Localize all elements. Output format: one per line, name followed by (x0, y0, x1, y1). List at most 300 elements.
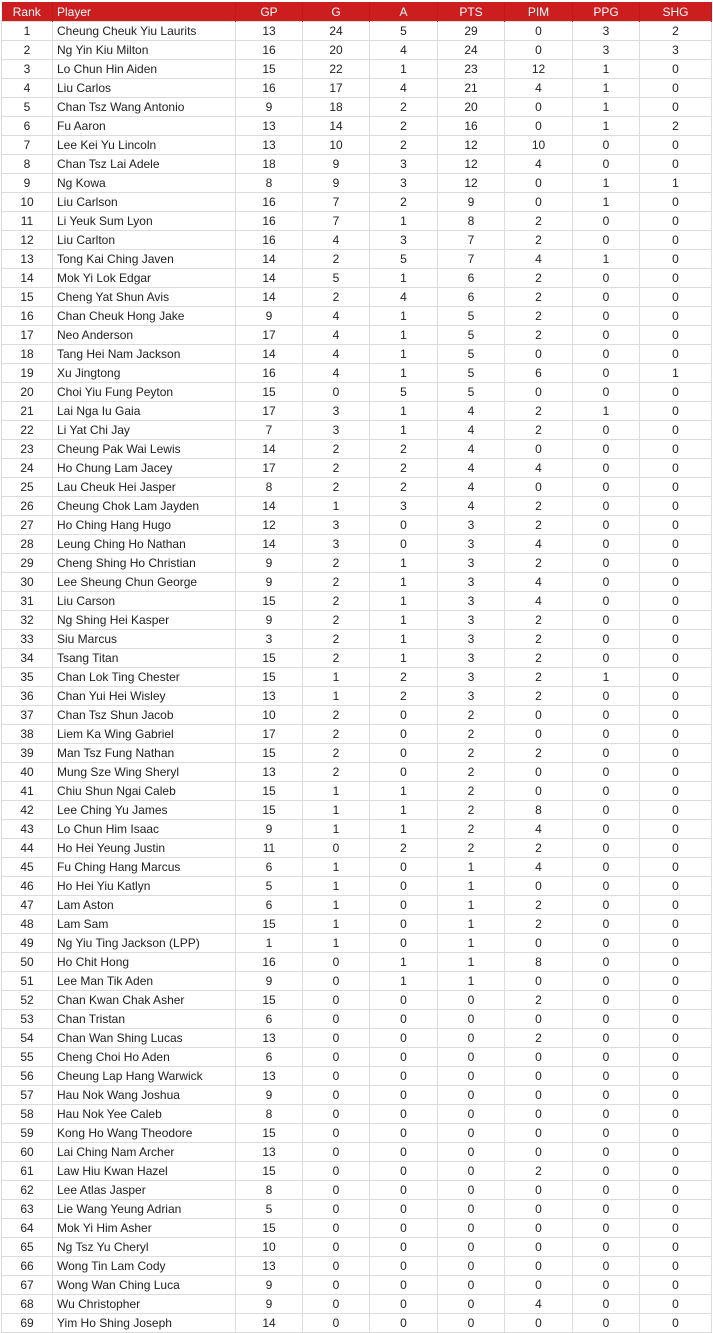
player-cell: Liem Ka Wing Gabriel (53, 725, 236, 744)
a-cell: 0 (370, 934, 438, 953)
gp-cell: 9 (236, 1276, 303, 1295)
rank-cell: 40 (2, 763, 53, 782)
rank-cell: 8 (2, 155, 53, 174)
g-cell: 2 (303, 250, 370, 269)
a-cell: 0 (370, 1029, 438, 1048)
ppg-cell: 0 (573, 345, 640, 364)
gp-cell: 13 (236, 763, 303, 782)
column-header-a[interactable]: A (370, 2, 438, 22)
shg-cell: 0 (640, 1314, 712, 1333)
pts-cell: 1 (438, 896, 505, 915)
ppg-cell: 0 (573, 1295, 640, 1314)
player-cell: Ho Chung Lam Jacey (53, 459, 236, 478)
table-row (2, 1295, 712, 1314)
player-cell: Lau Cheuk Hei Jasper (53, 478, 236, 497)
ppg-cell: 0 (573, 1219, 640, 1238)
rank-cell: 53 (2, 1010, 53, 1029)
pim-cell: 0 (505, 1067, 573, 1086)
shg-cell: 0 (640, 1219, 712, 1238)
g-cell: 0 (303, 991, 370, 1010)
rank-cell: 24 (2, 459, 53, 478)
gp-cell: 15 (236, 915, 303, 934)
gp-cell: 13 (236, 1143, 303, 1162)
rank-cell: 37 (2, 706, 53, 725)
a-cell: 0 (370, 1295, 438, 1314)
gp-cell: 14 (236, 440, 303, 459)
pts-cell: 2 (438, 801, 505, 820)
rank-cell: 18 (2, 345, 53, 364)
g-cell: 1 (303, 877, 370, 896)
pim-cell: 0 (505, 1219, 573, 1238)
column-header-rank[interactable]: Rank (2, 2, 53, 22)
rank-cell: 60 (2, 1143, 53, 1162)
table-row (2, 402, 712, 421)
table-row (2, 1105, 712, 1124)
shg-cell: 0 (640, 1086, 712, 1105)
shg-cell: 1 (640, 364, 712, 383)
a-cell: 0 (370, 744, 438, 763)
player-cell: Ng Tsz Yu Cheryl (53, 1238, 236, 1257)
a-cell: 0 (370, 1048, 438, 1067)
g-cell: 0 (303, 1143, 370, 1162)
column-header-gp[interactable]: GP (236, 2, 303, 22)
player-cell: Tang Hei Nam Jackson (53, 345, 236, 364)
pim-cell: 4 (505, 459, 573, 478)
a-cell: 0 (370, 535, 438, 554)
ppg-cell: 1 (573, 79, 640, 98)
g-cell: 3 (303, 516, 370, 535)
gp-cell: 14 (236, 535, 303, 554)
shg-cell: 0 (640, 155, 712, 174)
pts-cell: 7 (438, 231, 505, 250)
pts-cell: 0 (438, 1067, 505, 1086)
player-cell: Kong Ho Wang Theodore (53, 1124, 236, 1143)
ppg-cell: 0 (573, 1200, 640, 1219)
g-cell: 2 (303, 573, 370, 592)
rank-cell: 50 (2, 953, 53, 972)
gp-cell: 11 (236, 839, 303, 858)
shg-cell: 0 (640, 345, 712, 364)
pts-cell: 0 (438, 1086, 505, 1105)
a-cell: 1 (370, 60, 438, 79)
pim-cell: 0 (505, 345, 573, 364)
ppg-cell: 0 (573, 1181, 640, 1200)
player-cell: Choi Yiu Fung Peyton (53, 383, 236, 402)
table-row (2, 1029, 712, 1048)
rank-cell: 33 (2, 630, 53, 649)
column-header-ppg[interactable]: PPG (573, 2, 640, 22)
shg-cell: 0 (640, 573, 712, 592)
table-row (2, 516, 712, 535)
shg-cell: 0 (640, 1162, 712, 1181)
rank-cell: 9 (2, 174, 53, 193)
a-cell: 0 (370, 1257, 438, 1276)
shg-cell: 0 (640, 98, 712, 117)
player-cell: Fu Aaron (53, 117, 236, 136)
pim-cell: 0 (505, 782, 573, 801)
shg-cell: 0 (640, 801, 712, 820)
pts-cell: 2 (438, 782, 505, 801)
shg-cell: 0 (640, 725, 712, 744)
pim-cell: 2 (505, 326, 573, 345)
a-cell: 1 (370, 820, 438, 839)
g-cell: 2 (303, 725, 370, 744)
ppg-cell: 0 (573, 896, 640, 915)
shg-cell: 0 (640, 554, 712, 573)
shg-cell: 0 (640, 1143, 712, 1162)
rank-cell: 59 (2, 1124, 53, 1143)
g-cell: 2 (303, 649, 370, 668)
player-cell: Ng Yin Kiu Milton (53, 41, 236, 60)
pts-cell: 5 (438, 326, 505, 345)
pts-cell: 4 (438, 402, 505, 421)
pts-cell: 0 (438, 991, 505, 1010)
player-cell: Yim Ho Shing Joseph (53, 1314, 236, 1333)
shg-cell: 0 (640, 1276, 712, 1295)
gp-cell: 15 (236, 1219, 303, 1238)
gp-cell: 8 (236, 1181, 303, 1200)
a-cell: 0 (370, 1010, 438, 1029)
pim-cell: 0 (505, 41, 573, 60)
pts-cell: 0 (438, 1010, 505, 1029)
table-row (2, 782, 712, 801)
a-cell: 1 (370, 592, 438, 611)
pim-cell: 2 (505, 896, 573, 915)
gp-cell: 15 (236, 801, 303, 820)
rank-cell: 5 (2, 98, 53, 117)
shg-cell: 0 (640, 877, 712, 896)
pim-cell: 4 (505, 820, 573, 839)
a-cell: 3 (370, 155, 438, 174)
pts-cell: 3 (438, 668, 505, 687)
gp-cell: 8 (236, 1105, 303, 1124)
pim-cell: 10 (505, 136, 573, 155)
ppg-cell: 0 (573, 136, 640, 155)
table-row (2, 744, 712, 763)
g-cell: 1 (303, 858, 370, 877)
pts-cell: 29 (438, 22, 505, 41)
pts-cell: 3 (438, 535, 505, 554)
g-cell: 0 (303, 1238, 370, 1257)
a-cell: 1 (370, 972, 438, 991)
pts-cell: 1 (438, 972, 505, 991)
shg-cell: 2 (640, 117, 712, 136)
a-cell: 1 (370, 269, 438, 288)
table-row (2, 79, 712, 98)
player-cell: Lee Kei Yu Lincoln (53, 136, 236, 155)
player-cell: Wong Tin Lam Cody (53, 1257, 236, 1276)
gp-cell: 15 (236, 592, 303, 611)
player-cell: Chan Tsz Shun Jacob (53, 706, 236, 725)
ppg-cell: 1 (573, 402, 640, 421)
ppg-cell: 1 (573, 250, 640, 269)
table-row (2, 98, 712, 117)
g-cell: 2 (303, 478, 370, 497)
player-cell: Lo Chun Him Isaac (53, 820, 236, 839)
table-row (2, 231, 712, 250)
column-header-player[interactable]: Player (53, 2, 236, 22)
gp-cell: 13 (236, 1067, 303, 1086)
a-cell: 1 (370, 649, 438, 668)
pim-cell: 0 (505, 1181, 573, 1200)
gp-cell: 15 (236, 383, 303, 402)
g-cell: 0 (303, 1181, 370, 1200)
player-cell: Chan Tsz Wang Antonio (53, 98, 236, 117)
gp-cell: 13 (236, 22, 303, 41)
shg-cell: 0 (640, 839, 712, 858)
player-cell: Cheng Shing Ho Christian (53, 554, 236, 573)
player-cell: Cheng Choi Ho Aden (53, 1048, 236, 1067)
table-row (2, 1143, 712, 1162)
player-cell: Lam Sam (53, 915, 236, 934)
a-cell: 5 (370, 383, 438, 402)
g-cell: 0 (303, 1124, 370, 1143)
g-cell: 1 (303, 668, 370, 687)
a-cell: 0 (370, 1124, 438, 1143)
rank-cell: 12 (2, 231, 53, 250)
rank-cell: 52 (2, 991, 53, 1010)
table-row (2, 1257, 712, 1276)
ppg-cell: 0 (573, 630, 640, 649)
shg-cell: 1 (640, 174, 712, 193)
g-cell: 2 (303, 459, 370, 478)
pts-cell: 4 (438, 497, 505, 516)
shg-cell: 0 (640, 288, 712, 307)
rank-cell: 7 (2, 136, 53, 155)
a-cell: 5 (370, 22, 438, 41)
ppg-cell: 0 (573, 649, 640, 668)
ppg-cell: 0 (573, 972, 640, 991)
table-row (2, 1200, 712, 1219)
table-row (2, 1276, 712, 1295)
g-cell: 7 (303, 212, 370, 231)
pts-cell: 0 (438, 1200, 505, 1219)
pim-cell: 4 (505, 535, 573, 554)
g-cell: 0 (303, 1029, 370, 1048)
gp-cell: 3 (236, 630, 303, 649)
player-cell: Lee Man Tik Aden (53, 972, 236, 991)
gp-cell: 9 (236, 972, 303, 991)
player-cell: Chan Cheuk Hong Jake (53, 307, 236, 326)
g-cell: 0 (303, 1086, 370, 1105)
player-cell: Lee Atlas Jasper (53, 1181, 236, 1200)
pts-cell: 0 (438, 1105, 505, 1124)
g-cell: 22 (303, 60, 370, 79)
table-row (2, 1219, 712, 1238)
pim-cell: 0 (505, 1010, 573, 1029)
g-cell: 1 (303, 915, 370, 934)
ppg-cell: 0 (573, 1105, 640, 1124)
table-row (2, 991, 712, 1010)
pim-cell: 2 (505, 991, 573, 1010)
player-cell: Lee Sheung Chun George (53, 573, 236, 592)
gp-cell: 9 (236, 554, 303, 573)
a-cell: 1 (370, 611, 438, 630)
ppg-cell: 0 (573, 1257, 640, 1276)
ppg-cell: 0 (573, 1143, 640, 1162)
pim-cell: 2 (505, 915, 573, 934)
g-cell: 4 (303, 307, 370, 326)
player-cell: Lo Chun Hin Aiden (53, 60, 236, 79)
pts-cell: 16 (438, 117, 505, 136)
ppg-cell: 0 (573, 440, 640, 459)
pim-cell: 2 (505, 554, 573, 573)
pts-cell: 3 (438, 516, 505, 535)
column-header-shg[interactable]: SHG (640, 2, 712, 22)
player-cell: Chan Lok Ting Chester (53, 668, 236, 687)
pim-cell: 4 (505, 1295, 573, 1314)
ppg-cell: 0 (573, 801, 640, 820)
g-cell: 3 (303, 421, 370, 440)
table-row (2, 554, 712, 573)
table-row (2, 288, 712, 307)
g-cell: 0 (303, 1200, 370, 1219)
rank-cell: 41 (2, 782, 53, 801)
ppg-cell: 0 (573, 231, 640, 250)
rank-cell: 47 (2, 896, 53, 915)
table-row (2, 41, 712, 60)
player-cell: Cheung Chok Lam Jayden (53, 497, 236, 516)
column-header-pim[interactable]: PIM (505, 2, 573, 22)
rank-cell: 63 (2, 1200, 53, 1219)
rank-cell: 42 (2, 801, 53, 820)
shg-cell: 0 (640, 991, 712, 1010)
table-row (2, 725, 712, 744)
player-cell: Lam Aston (53, 896, 236, 915)
pts-cell: 6 (438, 288, 505, 307)
a-cell: 1 (370, 630, 438, 649)
pim-cell: 0 (505, 934, 573, 953)
ppg-cell: 0 (573, 877, 640, 896)
player-cell: Lee Ching Yu James (53, 801, 236, 820)
a-cell: 1 (370, 326, 438, 345)
a-cell: 2 (370, 117, 438, 136)
table-row (2, 972, 712, 991)
gp-cell: 9 (236, 1295, 303, 1314)
g-cell: 3 (303, 535, 370, 554)
shg-cell: 0 (640, 611, 712, 630)
pts-cell: 4 (438, 478, 505, 497)
pim-cell: 0 (505, 1257, 573, 1276)
shg-cell: 0 (640, 1105, 712, 1124)
pts-cell: 5 (438, 307, 505, 326)
shg-cell: 0 (640, 649, 712, 668)
shg-cell: 0 (640, 782, 712, 801)
pts-cell: 3 (438, 687, 505, 706)
shg-cell: 0 (640, 269, 712, 288)
gp-cell: 15 (236, 668, 303, 687)
pts-cell: 3 (438, 630, 505, 649)
table-row (2, 934, 712, 953)
ppg-cell: 0 (573, 611, 640, 630)
table-row (2, 440, 712, 459)
ppg-cell: 0 (573, 1276, 640, 1295)
ppg-cell: 0 (573, 1086, 640, 1105)
rank-cell: 28 (2, 535, 53, 554)
rank-cell: 21 (2, 402, 53, 421)
column-header-pts[interactable]: PTS (438, 2, 505, 22)
player-cell: Ho Chit Hong (53, 953, 236, 972)
player-cell: Ho Ching Hang Hugo (53, 516, 236, 535)
ppg-cell: 0 (573, 307, 640, 326)
rank-cell: 3 (2, 60, 53, 79)
pts-cell: 0 (438, 1276, 505, 1295)
table-row (2, 668, 712, 687)
gp-cell: 8 (236, 478, 303, 497)
shg-cell: 0 (640, 1010, 712, 1029)
pts-cell: 1 (438, 858, 505, 877)
pts-cell: 9 (438, 193, 505, 212)
a-cell: 1 (370, 573, 438, 592)
pim-cell: 2 (505, 212, 573, 231)
gp-cell: 9 (236, 1086, 303, 1105)
a-cell: 0 (370, 725, 438, 744)
player-cell: Cheng Yat Shun Avis (53, 288, 236, 307)
g-cell: 2 (303, 611, 370, 630)
player-cell: Ho Hei Yeung Justin (53, 839, 236, 858)
table-row (2, 858, 712, 877)
rank-cell: 35 (2, 668, 53, 687)
shg-cell: 0 (640, 820, 712, 839)
rank-cell: 14 (2, 269, 53, 288)
rank-cell: 55 (2, 1048, 53, 1067)
pim-cell: 0 (505, 117, 573, 136)
shg-cell: 0 (640, 744, 712, 763)
ppg-cell: 0 (573, 1314, 640, 1333)
pts-cell: 3 (438, 592, 505, 611)
shg-cell: 0 (640, 250, 712, 269)
ppg-cell: 1 (573, 193, 640, 212)
rank-cell: 57 (2, 1086, 53, 1105)
g-cell: 0 (303, 1257, 370, 1276)
gp-cell: 13 (236, 687, 303, 706)
shg-cell: 0 (640, 440, 712, 459)
shg-cell: 0 (640, 1295, 712, 1314)
rank-cell: 22 (2, 421, 53, 440)
g-cell: 2 (303, 592, 370, 611)
table-row (2, 630, 712, 649)
pim-cell: 2 (505, 611, 573, 630)
pim-cell: 0 (505, 22, 573, 41)
a-cell: 2 (370, 478, 438, 497)
player-cell: Lai Nga Iu Gaia (53, 402, 236, 421)
ppg-cell: 0 (573, 1162, 640, 1181)
ppg-cell: 0 (573, 554, 640, 573)
shg-cell: 0 (640, 193, 712, 212)
ppg-cell: 0 (573, 1029, 640, 1048)
a-cell: 1 (370, 421, 438, 440)
table-row (2, 60, 712, 79)
g-cell: 2 (303, 763, 370, 782)
table-row (2, 915, 712, 934)
rank-cell: 4 (2, 79, 53, 98)
ppg-cell: 0 (573, 573, 640, 592)
shg-cell: 2 (640, 22, 712, 41)
g-cell: 0 (303, 1010, 370, 1029)
shg-cell: 0 (640, 1257, 712, 1276)
table-row (2, 801, 712, 820)
column-header-g[interactable]: G (303, 2, 370, 22)
g-cell: 2 (303, 630, 370, 649)
rank-cell: 38 (2, 725, 53, 744)
pim-cell: 8 (505, 801, 573, 820)
ppg-cell: 0 (573, 953, 640, 972)
g-cell: 1 (303, 687, 370, 706)
a-cell: 0 (370, 1067, 438, 1086)
a-cell: 0 (370, 1238, 438, 1257)
player-cell: Cheung Lap Hang Warwick (53, 1067, 236, 1086)
table-row (2, 1314, 712, 1333)
